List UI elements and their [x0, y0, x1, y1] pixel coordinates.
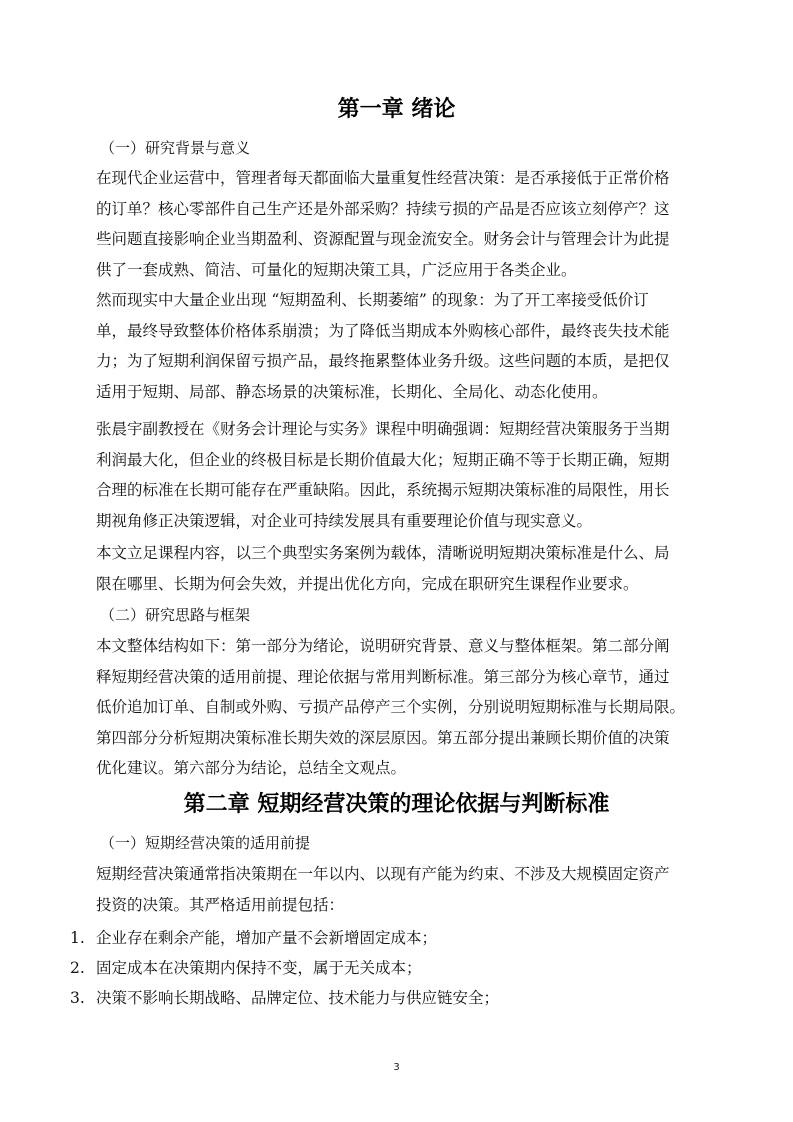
text-line: 力；为了短期利润保留亏损产品，最终拖累整体业务升级。这些问题的本质，是把仅	[96, 352, 670, 370]
list-text: 决策不影响长期战略、品牌定位、技术能力与供应链安全；	[96, 989, 500, 1007]
list-number: 3.	[70, 989, 85, 1007]
list-item	[70, 988, 499, 1008]
chapter-1-title: 第一章 绪论	[337, 97, 456, 122]
paragraph-course-emphasis	[96, 414, 696, 536]
text-line: 限在哪里、长期为何会失效，并提出优化方向，完成在职研究生课程作业要求。	[96, 574, 639, 593]
list-number: 1.	[70, 929, 85, 947]
text-line: 投资的决策。其严格适用前提包括：	[96, 895, 345, 914]
text-line: 优化建议。第六部分为结论，总结全文观点。	[96, 759, 407, 777]
text-line: 合理的标准在长期可能存在严重缺陷。因此，系统揭示短期决策标准的局限性，用长	[96, 481, 670, 499]
list-item	[70, 958, 422, 978]
page-number: 3	[393, 1062, 400, 1073]
text-line: 第四部分分析短期决策标准长期失效的深层原因。第五部分提出兼顾长期价值的决策	[96, 728, 670, 747]
text-line: 释短期经营决策的适用前提、理论依据与常用判断标准。第三部分为核心章节，通过	[96, 667, 670, 686]
text-line: 些问题直接影响企业当期盈利、资源配置与现金流安全。财务会计与管理会计为此提	[96, 230, 670, 248]
text-line: 在现代企业运营中，管理者每天都面临大量重复性经营决策：是否承接低于正常价格	[96, 169, 670, 187]
text-line: 本文整体结构如下：第一部分为绪论，说明研究背景、意义与整体框架。第二部分阐	[96, 637, 670, 655]
text-line: 本文立足课程内容，以三个典型实务案例为载体，清晰说明短期决策标准是什么、局	[96, 544, 670, 562]
text-line: 单，最终导致整体价格体系崩溃；为了降低当期成本外购核心部件，最终丧失技术能	[96, 321, 670, 340]
text-line: 适用于短期、局部、静态场景的决策标准，长期化、全局化、动态化使用。	[96, 382, 608, 401]
section-heading-premises: （一）短期经营决策的适用前提	[100, 834, 311, 852]
text-line: 短期经营决策通常指决策期在一年以内、以现有产能为约束、不涉及大规模固定资产	[96, 865, 670, 883]
paragraph-structure	[96, 631, 696, 784]
text-line: 利润最大化，但企业的终极目标是长期价值最大化；短期正确不等于长期正确，短期	[96, 450, 670, 469]
list-item	[70, 928, 437, 948]
section-heading-framework: （二）研究思路与框架	[100, 606, 251, 624]
text-line: 供了一套成熟、简洁、可量化的短期决策工具，广泛应用于各类企业。	[96, 260, 577, 279]
paragraph-phenomenon	[96, 285, 696, 407]
chapter-2-title: 第二章 短期经营决策的理论依据与判断标准	[183, 792, 610, 817]
paragraph-background	[96, 163, 696, 285]
list-text: 固定成本在决策期内保持不变，属于无关成本；	[96, 959, 422, 977]
paragraph-scope	[96, 538, 696, 599]
list-number: 2.	[70, 959, 85, 977]
text-line: 期视角修正决策逻辑，对企业可持续发展具有重要理论价值与现实意义。	[96, 511, 593, 530]
section-heading-background: （一）研究背景与意义	[100, 139, 251, 157]
list-text: 企业存在剩余产能，增加产量不会新增固定成本；	[96, 929, 438, 947]
text-line: 然而现实中大量企业出现 “短期盈利、长期萎缩” 的现象：为了开工率接受低价订	[96, 291, 649, 309]
text-line: 张晨宇副教授在《财务会计理论与实务》课程中明确强调：短期经营决策服务于当期	[96, 420, 670, 438]
paragraph-premises-intro	[96, 859, 696, 920]
text-line: 的订单？核心零部件自己生产还是外部采购？持续亏损的产品是否应该立刻停产？这	[96, 199, 670, 218]
text-line: 低价追加订单、自制或外购、亏损产品停产三个实例，分别说明短期标准与长期局限。	[96, 698, 686, 716]
